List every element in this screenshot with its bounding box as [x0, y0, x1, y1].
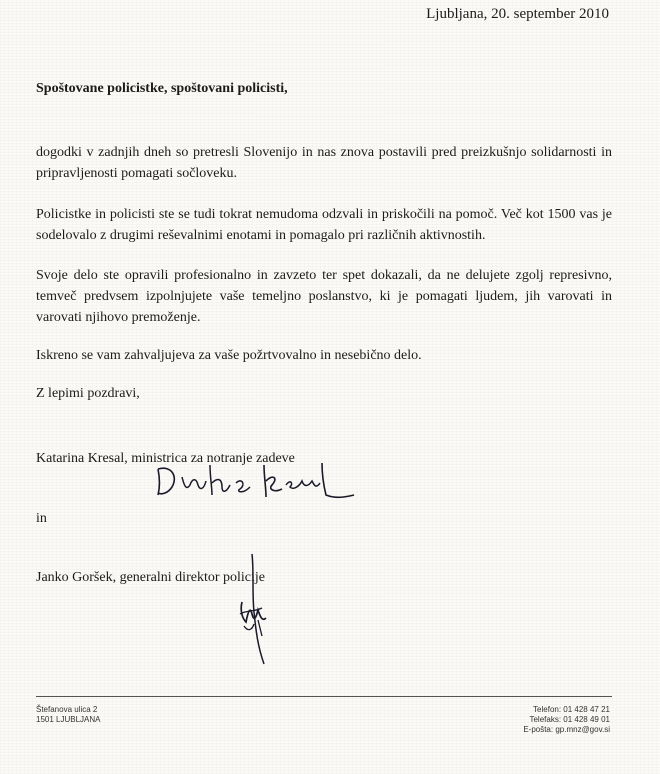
footer-city: 1501 LJUBLJANA: [36, 715, 101, 724]
body-paragraph-3: Svoje delo ste opravili profesionalno in zavzeto ter spet dokazali, da ne delujete zgolj represivno, temveč predvsem izpolnjujete vaše temeljno poslanstvo, ki je pomagati ljudem, jih varovati in varovati njihovo premoženje.: [36, 268, 612, 325]
closing: Z lepimi pozdravi,: [36, 386, 140, 401]
conjunction: in: [36, 511, 47, 526]
salutation: Spoštovane policistke, spoštovani policisti,: [36, 81, 288, 96]
signature-2-image: [232, 552, 277, 667]
footer-address: [36, 705, 100, 725]
letter-date: Ljubljana, 20. september 2010: [426, 6, 609, 22]
signature-1-image: [150, 455, 360, 503]
footer-phone: Telefon: 01 428 47 21: [533, 705, 610, 714]
footer-street: Štefanova ulica 2: [36, 705, 98, 714]
footer-contacts: [523, 705, 610, 735]
body-paragraph-2: Policistke in policisti ste se tudi tokrat nemudoma odzvali in priskočili na pomoč. Več kot 1500 vas je sodelovalo z drugimi reševalnimi enotami in pomagalo pri različnih aktivnostih.: [36, 207, 612, 243]
body-paragraph-1: dogodki v zadnjih dneh so pretresli Slovenijo in nas znova postavili pred preizkušnjo solidarnosti in pripravljenosti pomagati sočloveku.: [36, 145, 612, 181]
footer-divider: [36, 696, 612, 697]
footer-fax: Telefaks: 01 428 49 01: [529, 715, 610, 724]
body-paragraph-4: Iskreno se vam zahvaljujeva za vaše požrtvovalno in nesebično delo.: [36, 348, 422, 363]
signatory-2-name: Janko Goršek, generalni direktor policije: [36, 570, 265, 585]
footer-email: E-pošta: gp.mnz@gov.si: [523, 725, 610, 734]
signatory-1-name: Katarina Kresal, ministrica za notranje zadeve: [36, 451, 295, 466]
